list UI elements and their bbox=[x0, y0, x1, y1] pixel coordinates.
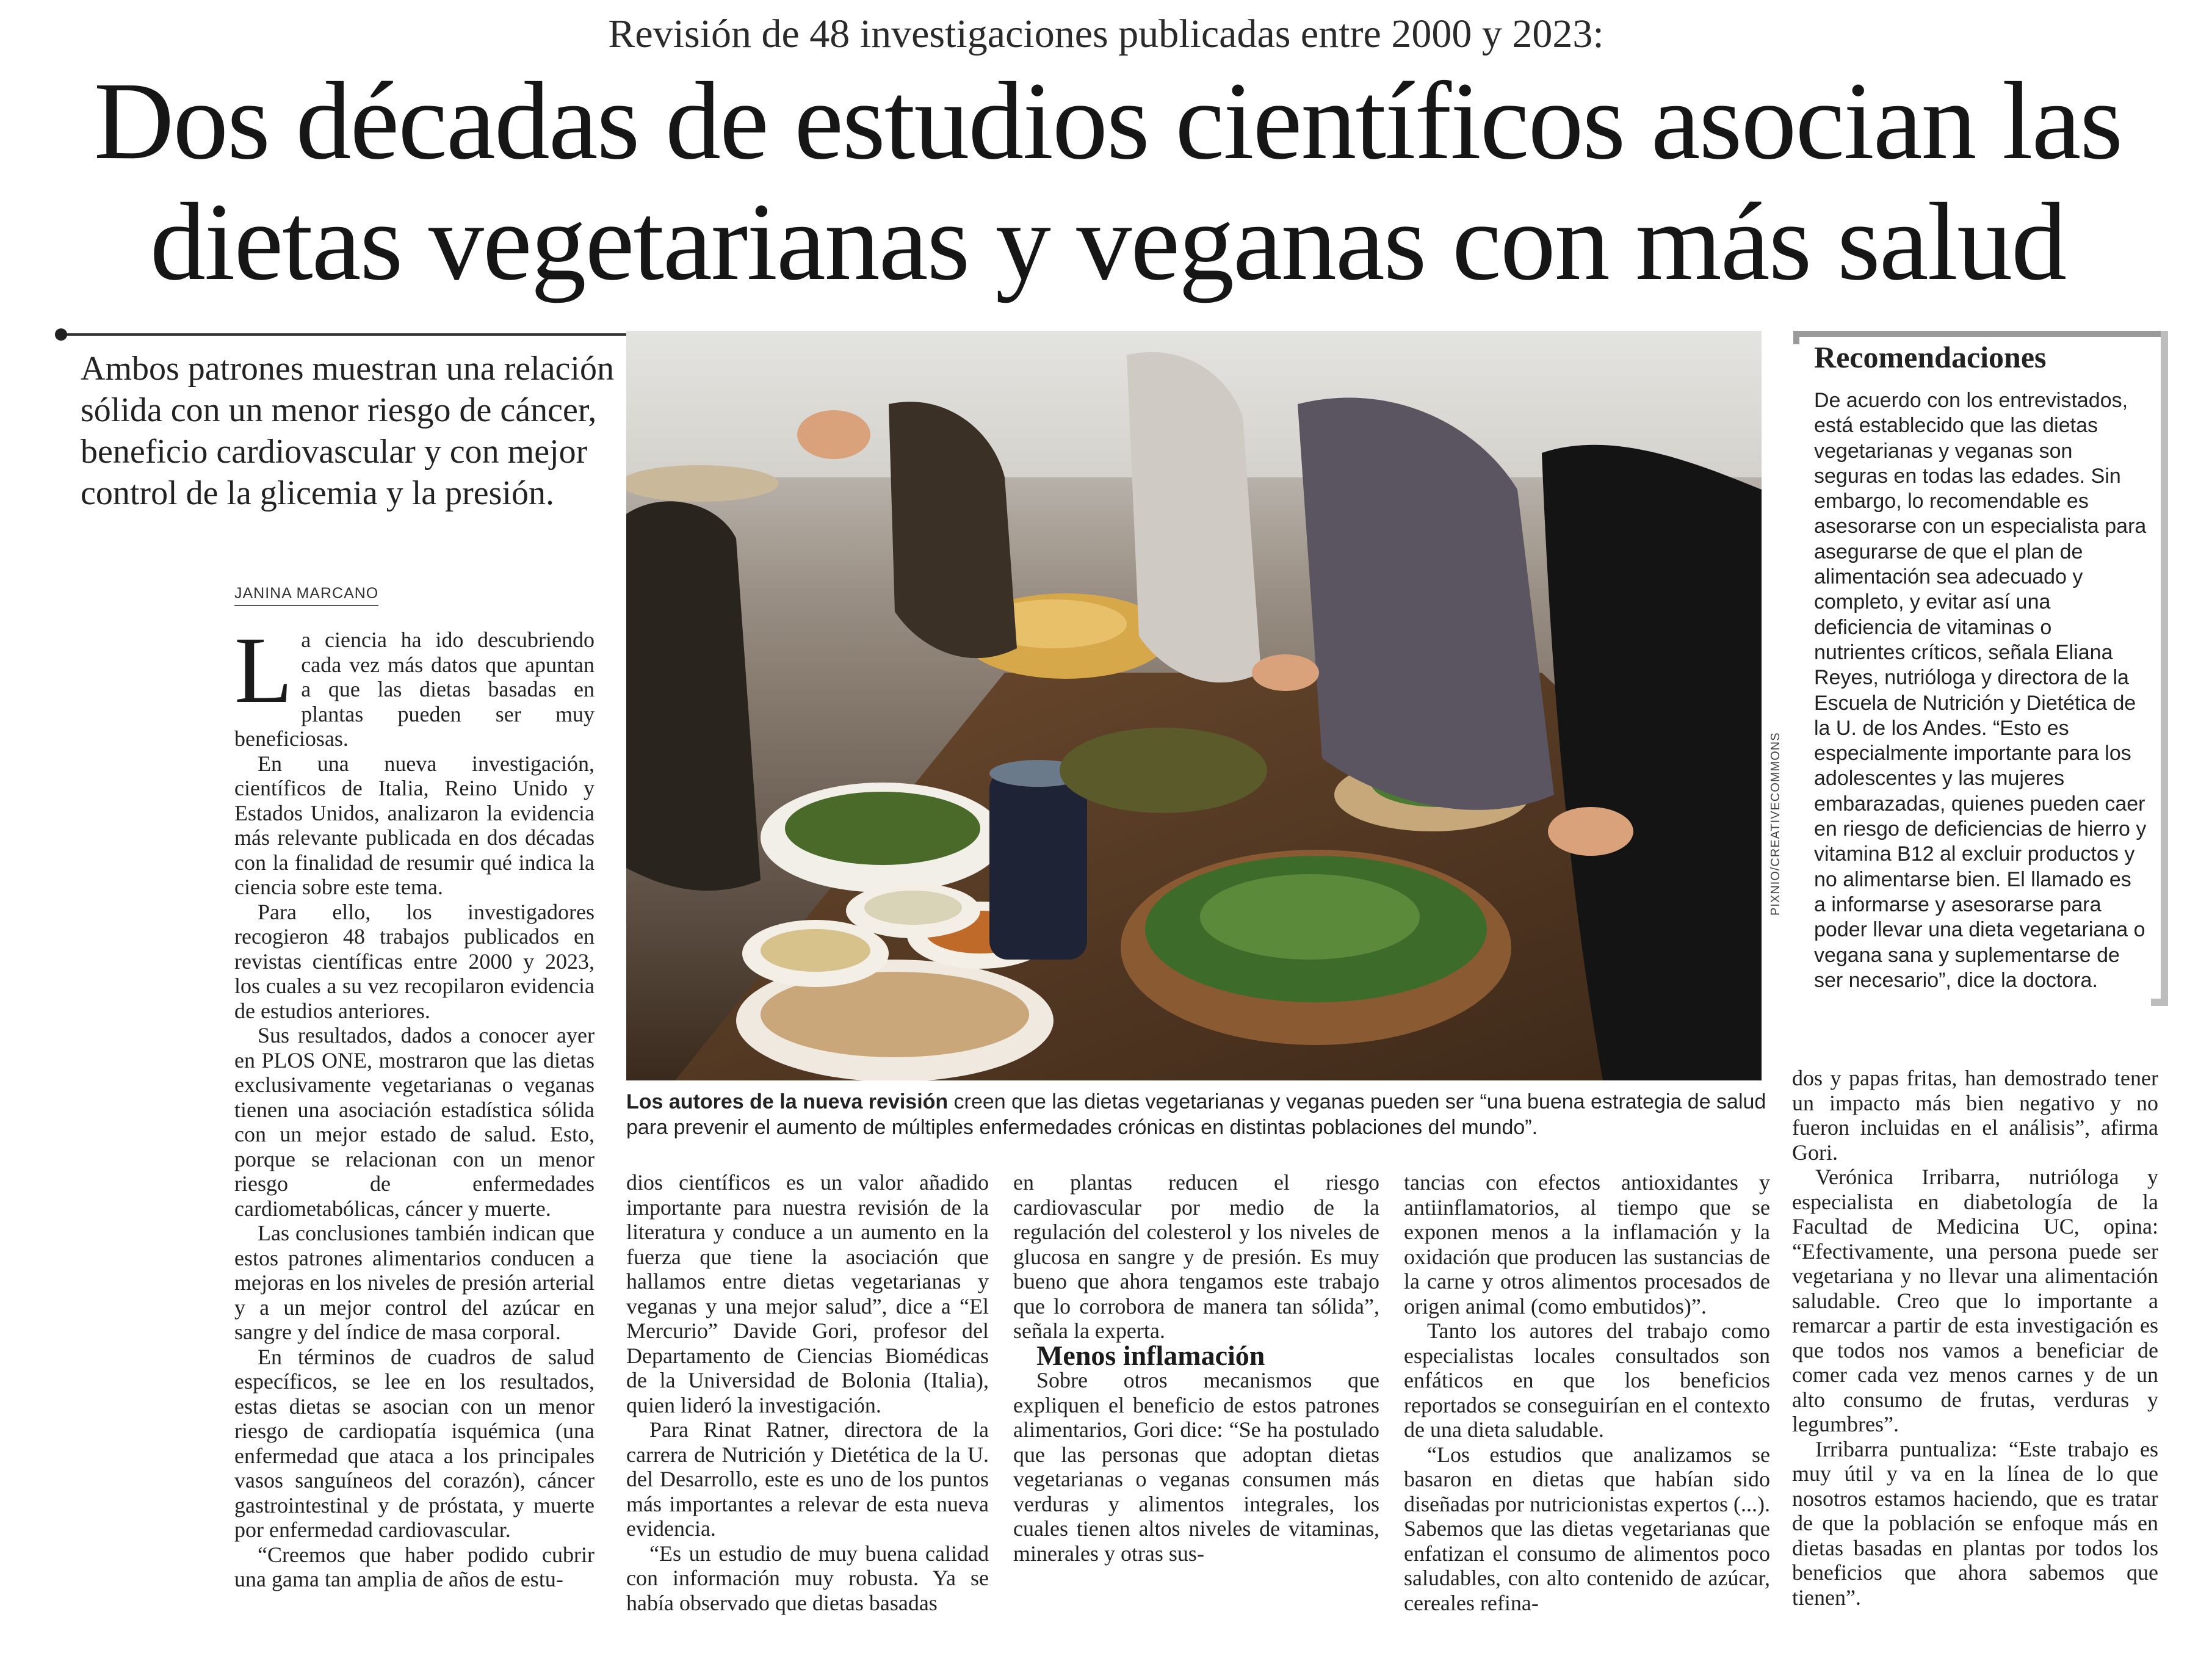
body-paragraph: Las conclusiones también indican que estos patrones alimentarios conducen a mejoras en los niveles de presión arterial y a un mejor control del azúcar en sangre y del índice de masa corporal. bbox=[234, 1221, 595, 1344]
body-column-1 bbox=[234, 617, 595, 1592]
body-paragraph: En una nueva investigación, científicos de Italia, Reino Unido y Estados Unidos, analizaron la evidencia más relevante publicada en dos décadas con la finalidad de resumir qué indica la ciencia sobre este tema. bbox=[234, 751, 595, 899]
body-paragraph: “Los estudios que analizamos se basaron en dietas que habían sido diseñadas por nutricionistas expertos (...). Sabemos que las dietas vegetarianas que enfatizan el consumo de alimentos poco saludables, con alto contenido de azúcar, cereales refina- bbox=[1404, 1442, 1770, 1615]
body-column-3 bbox=[1013, 1170, 1379, 1566]
drop-cap: L bbox=[234, 617, 293, 723]
section-subhead: Menos inflamación bbox=[1036, 1339, 1265, 1371]
body-paragraph: en plantas reducen el riesgo cardiovascular por medio de la regulación del colesterol y los niveles de glucosa en sangre y de presión. Es muy bueno que ahora tengamos este trabajo que lo corrobora de manera tan sólida”, señala la experta. bbox=[1013, 1170, 1379, 1343]
body-paragraph: Verónica Irribarra, nutrióloga y especialista en diabetología de la Facultad de Medicina UC, opina: “Efectivamente, una persona puede ser vegetariana y no llevar una alimentación saludable. Creo que lo importante a remarcar a partir de esta investigación es que todos nos vamos a beneficiar de comer cada vez menos carnes y de un alto consumo de frutas, verduras y legumbres”. bbox=[1792, 1165, 2158, 1436]
lede: Ambos patrones muestran una relación sólida con un menor riesgo de cáncer, beneficio cardiovascular y con mejor control de la glicemia y la presión. bbox=[81, 350, 614, 512]
body-column-4 bbox=[1404, 1170, 1770, 1615]
sidebar-text: De acuerdo con los entrevistados, está establecido que las dietas vegetarianas y veganas son seguras en todas las edades. Sin embargo, lo recomendable es asesorarse con un especialista para asegurarse de que el plan de alimentación sea adecuado y completo, y evitar así una deficiencia de vitaminas o nutrientes críticos, señala Eliana Reyes, nutrióloga y directora de la Escuela de Nutrición y Dietética de la U. de los Andes. “Esto es especialmente importante para los adolescentes y las mujeres embarazadas, quienes pueden caer en riesgo de deficiencias de hierro y vitamina B12 al excluir productos y no alimentarse bien. El llamado es a informarse y asesorarse para poder llevar una dieta vegetariana o vegana sana y suplementarse de ser necesario”, dice la doctora. bbox=[1814, 389, 2147, 992]
body-paragraph: En términos de cuadros de salud específicos, se lee en los resultados, estas dietas se asocian con un menor riesgo de cardiopatía isquémica (una enfermedad que ataca a los principales vasos sanguíneos del corazón), cáncer gastrointestinal y de próstata, y muerte por enfermedad cardiovascular. bbox=[234, 1344, 595, 1542]
buffet-photo-illustration bbox=[626, 331, 1762, 1080]
body-paragraph: “Creemos que haber podido cubrir una gama tan amplia de años de estu- bbox=[234, 1542, 595, 1591]
sidebar-title: Recomendaciones bbox=[1814, 340, 2047, 374]
headline-line-1: Dos décadas de estudios científicos asocian las bbox=[93, 60, 2122, 183]
body-paragraph: tancias con efectos antioxidantes y antiinflamatorios, al tiempo que se exponen menos a la inflamación y la oxidación que producen las sustancias de la carne y otros alimentos procesados de origen animal (como embutidos)”. bbox=[1404, 1170, 1770, 1318]
lede-bullet bbox=[55, 328, 67, 341]
body-paragraph: “Es un estudio de muy buena calidad con información muy robusta. Ya se había observado que dietas basadas bbox=[626, 1541, 989, 1615]
body-paragraph: dios científicos es un valor añadido importante para nuestra revisión de la literatura y conduce a un aumento en la fuerza que tiene la asociación que hallamos entre dietas vegetarianas y veganas y una mejor salud”, dice a “El Mercurio” Davide Gori, profesor del Departamento de Ciencias Biomédicas de la Universidad de Bolonia (Italia), quien lideró la investigación. bbox=[626, 1170, 989, 1417]
caption-text: creen que las dietas vegetarianas y veganas pueden ser “una buena estrategia de salud para prevenir el aumento de múltiples enfermedades crónicas en distintas poblaciones del mundo”. bbox=[626, 1090, 1766, 1139]
article-photo bbox=[626, 331, 1762, 1080]
body-paragraph: Irribarra puntualiza: “Este trabajo es muy útil y va en la línea de lo que nosotros estamos haciendo, que es tratar de que la población se enfoque más en dietas basadas en plantas por todos los beneficios que ahora sabemos que tienen”. bbox=[1792, 1436, 2158, 1610]
body-paragraph: Tanto los autores del trabajo como especialistas locales consultados son enfáticos en que los beneficios reportados se conseguirían en el contexto de una dieta saludable. bbox=[1404, 1318, 1770, 1442]
photo-credit: PIXNIO/CREATIVECOMMONS bbox=[1769, 732, 1782, 916]
body-paragraph: La ciencia ha ido descubriendo cada vez más datos que apuntan a que las dietas basadas en plantas pueden ser muy beneficiosas. bbox=[234, 617, 595, 751]
body-paragraph: Para ello, los investigadores recogieron 48 trabajos publicados en revistas científicas entre 2000 y 2023, los cuales a su vez recopilaron evidencia de estudios anteriores. bbox=[234, 899, 595, 1023]
headline bbox=[37, 61, 2179, 303]
body-paragraph: dos y papas fritas, han demostrado tener un impacto más bien negativo y no fueron incluidas en el análisis”, afirma Gori. bbox=[1792, 1066, 2158, 1165]
body-paragraph: Sobre otros mecanismos que expliquen el beneficio de estos patrones alimentarios, Gori dice: “Se ha postulado que las personas que adoptan dietas vegetarianas o veganas consumen más verduras y alimentos integrales, los cuales tienen altos niveles de vitaminas, minerales y otras sus- bbox=[1013, 1368, 1379, 1566]
headline-line-2: dietas vegetarianas y veganas con más salud bbox=[150, 181, 2066, 303]
body-paragraph: Para Rinat Ratner, directora de la carrera de Nutrición y Dietética de la U. del Desarrollo, este es uno de los puntos más importantes a relevar de esta nueva evidencia. bbox=[626, 1417, 989, 1541]
byline: JANINA MARCANO bbox=[234, 585, 378, 606]
body-column-5 bbox=[1792, 1066, 2158, 1610]
kicker: Revisión de 48 investigaciones publicadas entre 2000 y 2023: bbox=[608, 12, 1604, 56]
lede-rule bbox=[59, 333, 632, 336]
caption-lead: Los autores de la nueva revisión bbox=[626, 1090, 949, 1113]
sidebar-rule-right bbox=[2161, 331, 2168, 1006]
body-paragraph: Sus resultados, dados a conocer ayer en PLOS ONE, mostraron que las dietas exclusivamente vegetarianas o veganas tienen una asociación estadística sólida con un mejor estado de salud. Esto, porque se relacionan con un menor riesgo de enfermedades cardiometabólicas, cáncer y muerte. bbox=[234, 1023, 595, 1221]
sidebar-rule-bottom bbox=[2151, 999, 2168, 1006]
body-column-2 bbox=[626, 1170, 989, 1615]
photo-caption bbox=[626, 1089, 1768, 1140]
